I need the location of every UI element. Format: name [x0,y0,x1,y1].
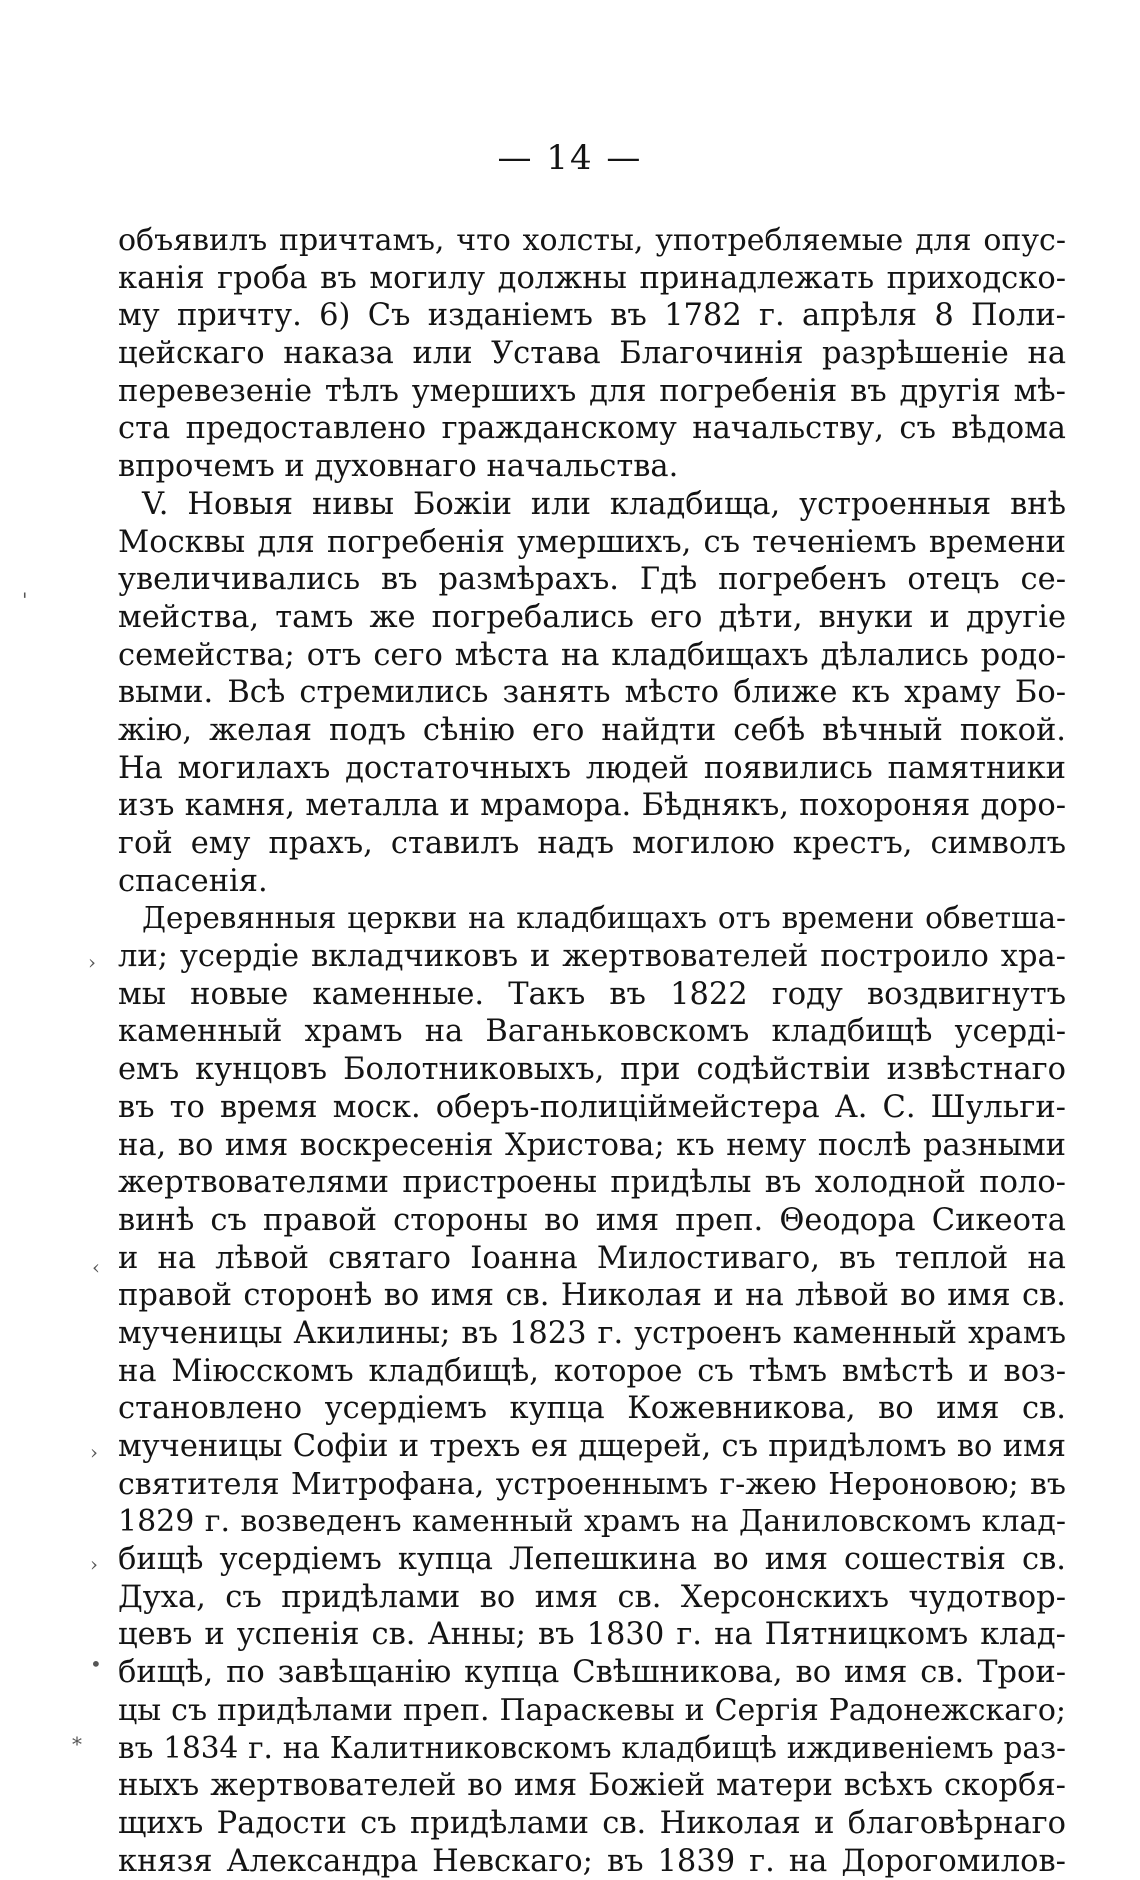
text-line: бищѣ усердіемъ купца Лепешкина во имя сошествія св. [118,1542,1066,1578]
text-line: семейства; отъ сего мѣста на кладбищахъ дѣлались родо- [118,637,1066,673]
text-line: винѣ съ правой стороны во имя преп. Θеодора Сикеота [118,1202,1066,1238]
text-line: канія гроба въ могилу должны принадлежать приходско- [118,260,1066,296]
text-line: гой ему прахъ, ставилъ надъ могилою крестъ, символъ [118,826,1066,861]
text-line: жертвователями пристроены придѣлы въ холодной поло- [118,1165,1066,1201]
page-number: — 14 — [497,138,643,178]
text-line: объявилъ причтамъ, что холсты, употребляемые для опус- [118,223,1066,258]
body-text [118,222,1066,1880]
text-line: жію, желая подъ сѣнію его найдти себѣ вѣчный покой. [118,712,1066,748]
text-line: Деревянныя церкви на кладбищахъ отъ времени обветша- [142,901,1066,936]
text-line: мученицы Акилины; въ 1823 г. устроенъ каменный храмъ [118,1315,1066,1351]
text-line: щихъ Радости съ придѣлами св. Николая и благовѣрнаго [118,1805,1066,1841]
text-line: каменный храмъ на Ваганьковскомъ кладбищѣ усерді- [118,1014,1066,1050]
text-line: становлено усердіемъ купца Кожевникова, во имя св. [118,1391,1066,1427]
margin-stray-mark: › [90,1440,98,1464]
text-line: V. Новыя нивы Божіи или кладбища, устроенныя внѣ [142,486,1066,522]
margin-stray-mark: ' [22,588,28,612]
margin-stray-mark: • [90,1652,102,1676]
text-line: 1829 г. возведенъ каменный храмъ на Даниловскомъ клад- [118,1504,1066,1540]
margin-stray-mark: ‹ [92,1255,100,1279]
text-line: впрочемъ и духовнаго начальства. [118,449,679,485]
text-line: въ то время моск. оберъ-полиціймейстера А. С. Шульги- [118,1089,1066,1125]
text-line: увеличивались въ размѣрахъ. Гдѣ погребенъ отецъ се- [118,562,1066,598]
text-line: правой сторонѣ во имя св. Николая и на лѣвой во имя св. [118,1278,1066,1314]
text-line: цы съ придѣлами преп. Параскевы и Сергія Радонежскаго; [118,1692,1066,1728]
text-line: мы новые каменные. Такъ въ 1822 году воздвигнутъ [118,976,1066,1012]
text-line: князя Александра Невскаго; въ 1839 г. на Дорогомилов- [118,1843,1066,1879]
text-line: цевъ и успенія св. Анны; въ 1830 г. на Пятницкомъ клад- [118,1617,1066,1653]
text-line: спасенія. [118,863,268,899]
text-line: на Міюсскомъ кладбищѣ, которое съ тѣмъ вмѣстѣ и воз- [118,1353,1066,1389]
text-line: цейскаго наказа или Устава Благочинія разрѣшеніе на [118,336,1066,372]
text-line: въ 1834 г. на Калитниковскомъ кладбищѣ иждивеніемъ раз- [118,1730,1066,1765]
margin-stray-mark: ⁎ [72,1726,82,1750]
text-line: выми. Всѣ стремились занять мѣсто ближе къ храму Бо- [118,675,1066,711]
margin-stray-mark: › [90,1552,98,1576]
margin-stray-mark: › [88,950,96,974]
text-line: ста предоставлено гражданскому начальству, съ вѣдома [118,411,1066,447]
text-line: и на лѣвой святаго Іоанна Милостиваго, въ теплой на [118,1240,1066,1276]
text-line: на, во имя воскресенія Христова; къ нему послѣ разными [118,1127,1066,1163]
text-line: емъ кунцовъ Болотниковыхъ, при содѣйствіи извѣстнаго [118,1052,1066,1088]
text-line: Москвы для погребенія умершихъ, съ теченіемъ времени [118,524,1066,560]
text-line: На могилахъ достаточныхъ людей появились памятники [118,750,1066,786]
text-line: перевезеніе тѣлъ умершихъ для погребенія въ другія мѣ- [118,373,1066,409]
text-line: изъ камня, металла и мрамора. Бѣднякъ, похороняя доро- [118,788,1066,824]
text-line: ли; усердіе вкладчиковъ и жертвователей построило хра- [118,939,1066,975]
text-line: мейства, тамъ же погребались его дѣти, внуки и другіе [118,599,1066,635]
text-line: Духа, съ придѣлами во имя св. Херсонскихъ чудотвор- [118,1579,1066,1615]
text-line: бищѣ, по завѣщанію купца Свѣшникова, во имя св. Трои- [118,1655,1066,1691]
text-line: му причту. 6) Съ изданіемъ въ 1782 г. апрѣля 8 Поли- [118,298,1066,334]
text-line: ныхъ жертвователей во имя Божіей матери всѣхъ скорбя- [118,1768,1066,1804]
text-line: мученицы Софіи и трехъ ея дщерей, съ придѣломъ во имя [118,1429,1066,1464]
text-line: святителя Митрофана, устроеннымъ г-жею Нероновою; въ [118,1466,1066,1502]
